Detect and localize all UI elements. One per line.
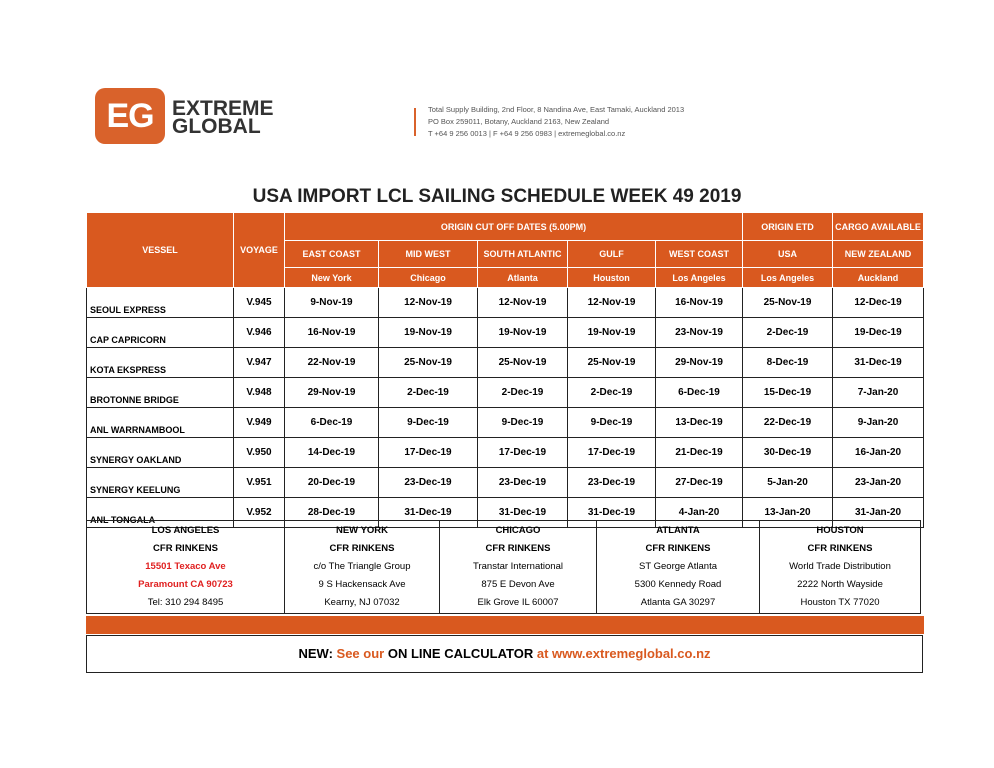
voyage-cell: V.951 bbox=[234, 468, 285, 498]
vessel-cell: SEOUL EXPRESS bbox=[87, 288, 234, 318]
address-line-2: PO Box 259011, Botany, Auckland 2163, New Zealand bbox=[428, 117, 610, 126]
brand-line-1: EXTREME bbox=[172, 97, 274, 120]
date-cell: 31-Jan-20 bbox=[833, 498, 924, 528]
date-cell: 9-Dec-19 bbox=[478, 408, 568, 438]
orange-band bbox=[86, 616, 924, 634]
cutoff-header: ORIGIN CUT OFF DATES (5.00PM) bbox=[285, 213, 743, 241]
city-header: Auckland bbox=[833, 268, 924, 288]
date-cell: 6-Dec-19 bbox=[656, 378, 743, 408]
date-cell: 12-Nov-19 bbox=[568, 288, 656, 318]
date-cell: 9-Dec-19 bbox=[379, 408, 478, 438]
date-cell: 15-Dec-19 bbox=[743, 378, 833, 408]
date-cell: 31-Dec-19 bbox=[833, 348, 924, 378]
voyage-header: VOYAGE bbox=[234, 213, 285, 288]
city-header: Atlanta bbox=[478, 268, 568, 288]
date-cell: 28-Dec-19 bbox=[285, 498, 379, 528]
agent-l1: 15501 Texaco Ave bbox=[145, 561, 226, 572]
agent-column bbox=[597, 521, 760, 613]
agent-column bbox=[440, 521, 597, 613]
agent-l1: World Trade Distribution bbox=[789, 561, 891, 572]
page-title: USA IMPORT LCL SAILING SCHEDULE WEEK 49 2019 bbox=[252, 186, 742, 207]
promo-see: See our bbox=[336, 646, 385, 661]
table-row bbox=[87, 318, 924, 348]
city-header: New York bbox=[285, 268, 379, 288]
promo-website: at www.extremeglobal.co.nz bbox=[536, 646, 711, 661]
date-cell: 23-Dec-19 bbox=[568, 468, 656, 498]
table-row bbox=[87, 438, 924, 468]
table-row bbox=[87, 288, 924, 318]
agent-l3: Elk Grove IL 60007 bbox=[477, 597, 559, 608]
city-header: Los Angeles bbox=[743, 268, 833, 288]
agent-column bbox=[760, 521, 920, 613]
date-cell: 5-Jan-20 bbox=[743, 468, 833, 498]
region-header: GULF bbox=[568, 241, 656, 268]
date-cell: 19-Nov-19 bbox=[379, 318, 478, 348]
agent-l3: Houston TX 77020 bbox=[800, 597, 880, 608]
promo-on: ON bbox=[387, 646, 408, 661]
agent-city: NEW YORK bbox=[335, 525, 389, 536]
date-cell: 2-Dec-19 bbox=[379, 378, 478, 408]
date-cell: 29-Nov-19 bbox=[656, 348, 743, 378]
date-cell: 19-Nov-19 bbox=[568, 318, 656, 348]
table-row bbox=[87, 348, 924, 378]
region-header: NEW ZEALAND bbox=[833, 241, 924, 268]
agent-city: CHICAGO bbox=[495, 525, 541, 536]
voyage-cell: V.946 bbox=[234, 318, 285, 348]
date-cell: 2-Dec-19 bbox=[478, 378, 568, 408]
date-cell: 22-Dec-19 bbox=[743, 408, 833, 438]
agent-name: CFR RINKENS bbox=[153, 543, 218, 554]
date-cell: 16-Nov-19 bbox=[656, 288, 743, 318]
region-header: SOUTH ATLANTIC bbox=[478, 241, 568, 268]
brand-line-2: GLOBAL bbox=[172, 115, 261, 138]
agent-name: CFR RINKENS bbox=[485, 543, 551, 554]
vessel-cell: SYNERGY KEELUNG bbox=[87, 468, 234, 498]
promo-line bbox=[86, 635, 923, 673]
voyage-cell: V.947 bbox=[234, 348, 285, 378]
agent-name: CFR RINKENS bbox=[645, 543, 711, 554]
agent-name: CFR RINKENS bbox=[329, 543, 395, 554]
table-row bbox=[87, 468, 924, 498]
table-row bbox=[87, 378, 924, 408]
agent-city: ATLANTA bbox=[656, 525, 700, 536]
date-cell: 23-Nov-19 bbox=[656, 318, 743, 348]
agent-l2: 5300 Kennedy Road bbox=[634, 579, 722, 590]
date-cell: 23-Dec-19 bbox=[379, 468, 478, 498]
agent-city: HOUSTON bbox=[816, 525, 864, 536]
agent-l3: Tel: 310 294 8495 bbox=[147, 597, 224, 608]
date-cell: 2-Dec-19 bbox=[568, 378, 656, 408]
company-address bbox=[428, 104, 684, 140]
date-cell: 16-Nov-19 bbox=[285, 318, 379, 348]
vessel-cell: ANL WARRNAMBOOL bbox=[87, 408, 234, 438]
agent-column bbox=[285, 521, 440, 613]
date-cell: 2-Dec-19 bbox=[743, 318, 833, 348]
date-cell: 6-Dec-19 bbox=[285, 408, 379, 438]
date-cell: 21-Dec-19 bbox=[656, 438, 743, 468]
vessel-cell: KOTA EKSPRESS bbox=[87, 348, 234, 378]
vessel-header: VESSEL bbox=[87, 213, 234, 288]
region-header: USA bbox=[743, 241, 833, 268]
date-cell: 20-Dec-19 bbox=[285, 468, 379, 498]
divider bbox=[414, 108, 416, 136]
address-line-1: Total Supply Building, 2nd Floor, 8 Nandina Ave, East Tamaki, Auckland 2013 bbox=[428, 105, 685, 114]
date-cell: 9-Nov-19 bbox=[285, 288, 379, 318]
agent-l2: 9 S Hackensack Ave bbox=[318, 579, 406, 590]
date-cell: 31-Dec-19 bbox=[478, 498, 568, 528]
voyage-cell: V.945 bbox=[234, 288, 285, 318]
date-cell: 25-Nov-19 bbox=[478, 348, 568, 378]
table-row bbox=[87, 408, 924, 438]
date-cell: 25-Nov-19 bbox=[379, 348, 478, 378]
promo-line-calculator: LINE CALCULATOR bbox=[410, 646, 534, 661]
vessel-cell: ANL TONGALA bbox=[87, 498, 234, 528]
voyage-cell: V.950 bbox=[234, 438, 285, 468]
date-cell: 31-Dec-19 bbox=[379, 498, 478, 528]
date-cell: 17-Dec-19 bbox=[568, 438, 656, 468]
schedule-table bbox=[86, 212, 924, 528]
agent-l2: 875 E Devon Ave bbox=[481, 579, 555, 590]
date-cell: 12-Nov-19 bbox=[379, 288, 478, 318]
date-cell: 30-Dec-19 bbox=[743, 438, 833, 468]
vessel-cell: CAP CAPRICORN bbox=[87, 318, 234, 348]
date-cell: 12-Dec-19 bbox=[833, 288, 924, 318]
city-header: Houston bbox=[568, 268, 656, 288]
vessel-cell: SYNERGY OAKLAND bbox=[87, 438, 234, 468]
agent-city: LOS ANGELES bbox=[151, 525, 220, 536]
date-cell: 19-Dec-19 bbox=[833, 318, 924, 348]
date-cell: 22-Nov-19 bbox=[285, 348, 379, 378]
agent-l2: Paramount CA 90723 bbox=[138, 579, 233, 590]
date-cell: 29-Nov-19 bbox=[285, 378, 379, 408]
date-cell: 12-Nov-19 bbox=[478, 288, 568, 318]
date-cell: 17-Dec-19 bbox=[478, 438, 568, 468]
voyage-cell: V.952 bbox=[234, 498, 285, 528]
date-cell: 23-Jan-20 bbox=[833, 468, 924, 498]
city-header: Los Angeles bbox=[656, 268, 743, 288]
date-cell: 8-Dec-19 bbox=[743, 348, 833, 378]
region-header: MID WEST bbox=[379, 241, 478, 268]
date-cell: 7-Jan-20 bbox=[833, 378, 924, 408]
region-header: WEST COAST bbox=[656, 241, 743, 268]
city-header: Chicago bbox=[379, 268, 478, 288]
date-cell: 9-Jan-20 bbox=[833, 408, 924, 438]
date-cell: 17-Dec-19 bbox=[379, 438, 478, 468]
agent-l3: Atlanta GA 30297 bbox=[640, 597, 716, 608]
etd-header: ORIGIN ETD bbox=[743, 213, 833, 241]
date-cell: 4-Jan-20 bbox=[656, 498, 743, 528]
region-header: EAST COAST bbox=[285, 241, 379, 268]
agent-l1: c/o The Triangle Group bbox=[313, 561, 411, 572]
date-cell: 23-Dec-19 bbox=[478, 468, 568, 498]
agent-name: CFR RINKENS bbox=[807, 543, 873, 554]
vessel-cell: BROTONNE BRIDGE bbox=[87, 378, 234, 408]
date-cell: 25-Nov-19 bbox=[743, 288, 833, 318]
date-cell: 27-Dec-19 bbox=[656, 468, 743, 498]
date-cell: 13-Jan-20 bbox=[743, 498, 833, 528]
voyage-cell: V.949 bbox=[234, 408, 285, 438]
date-cell: 16-Jan-20 bbox=[833, 438, 924, 468]
date-cell: 31-Dec-19 bbox=[568, 498, 656, 528]
date-cell: 25-Nov-19 bbox=[568, 348, 656, 378]
cargo-header: CARGO AVAILABLE bbox=[833, 213, 924, 241]
date-cell: 9-Dec-19 bbox=[568, 408, 656, 438]
date-cell: 14-Dec-19 bbox=[285, 438, 379, 468]
agent-column bbox=[87, 521, 285, 613]
agent-l1: ST George Atlanta bbox=[639, 561, 717, 572]
date-cell: 13-Dec-19 bbox=[656, 408, 743, 438]
logo: EG bbox=[95, 88, 165, 144]
voyage-cell: V.948 bbox=[234, 378, 285, 408]
agent-l1: Transtar International bbox=[473, 561, 563, 572]
brand-name bbox=[172, 97, 274, 138]
date-cell: 19-Nov-19 bbox=[478, 318, 568, 348]
promo-new: NEW: bbox=[298, 646, 333, 661]
agent-l2: 2222 North Wayside bbox=[797, 579, 883, 590]
agents-section bbox=[86, 520, 921, 614]
agent-l3: Kearny, NJ 07032 bbox=[324, 597, 400, 608]
contact-line: T +64 9 256 0013 | F +64 9 256 0983 | extremeglobal.co.nz bbox=[428, 129, 626, 138]
